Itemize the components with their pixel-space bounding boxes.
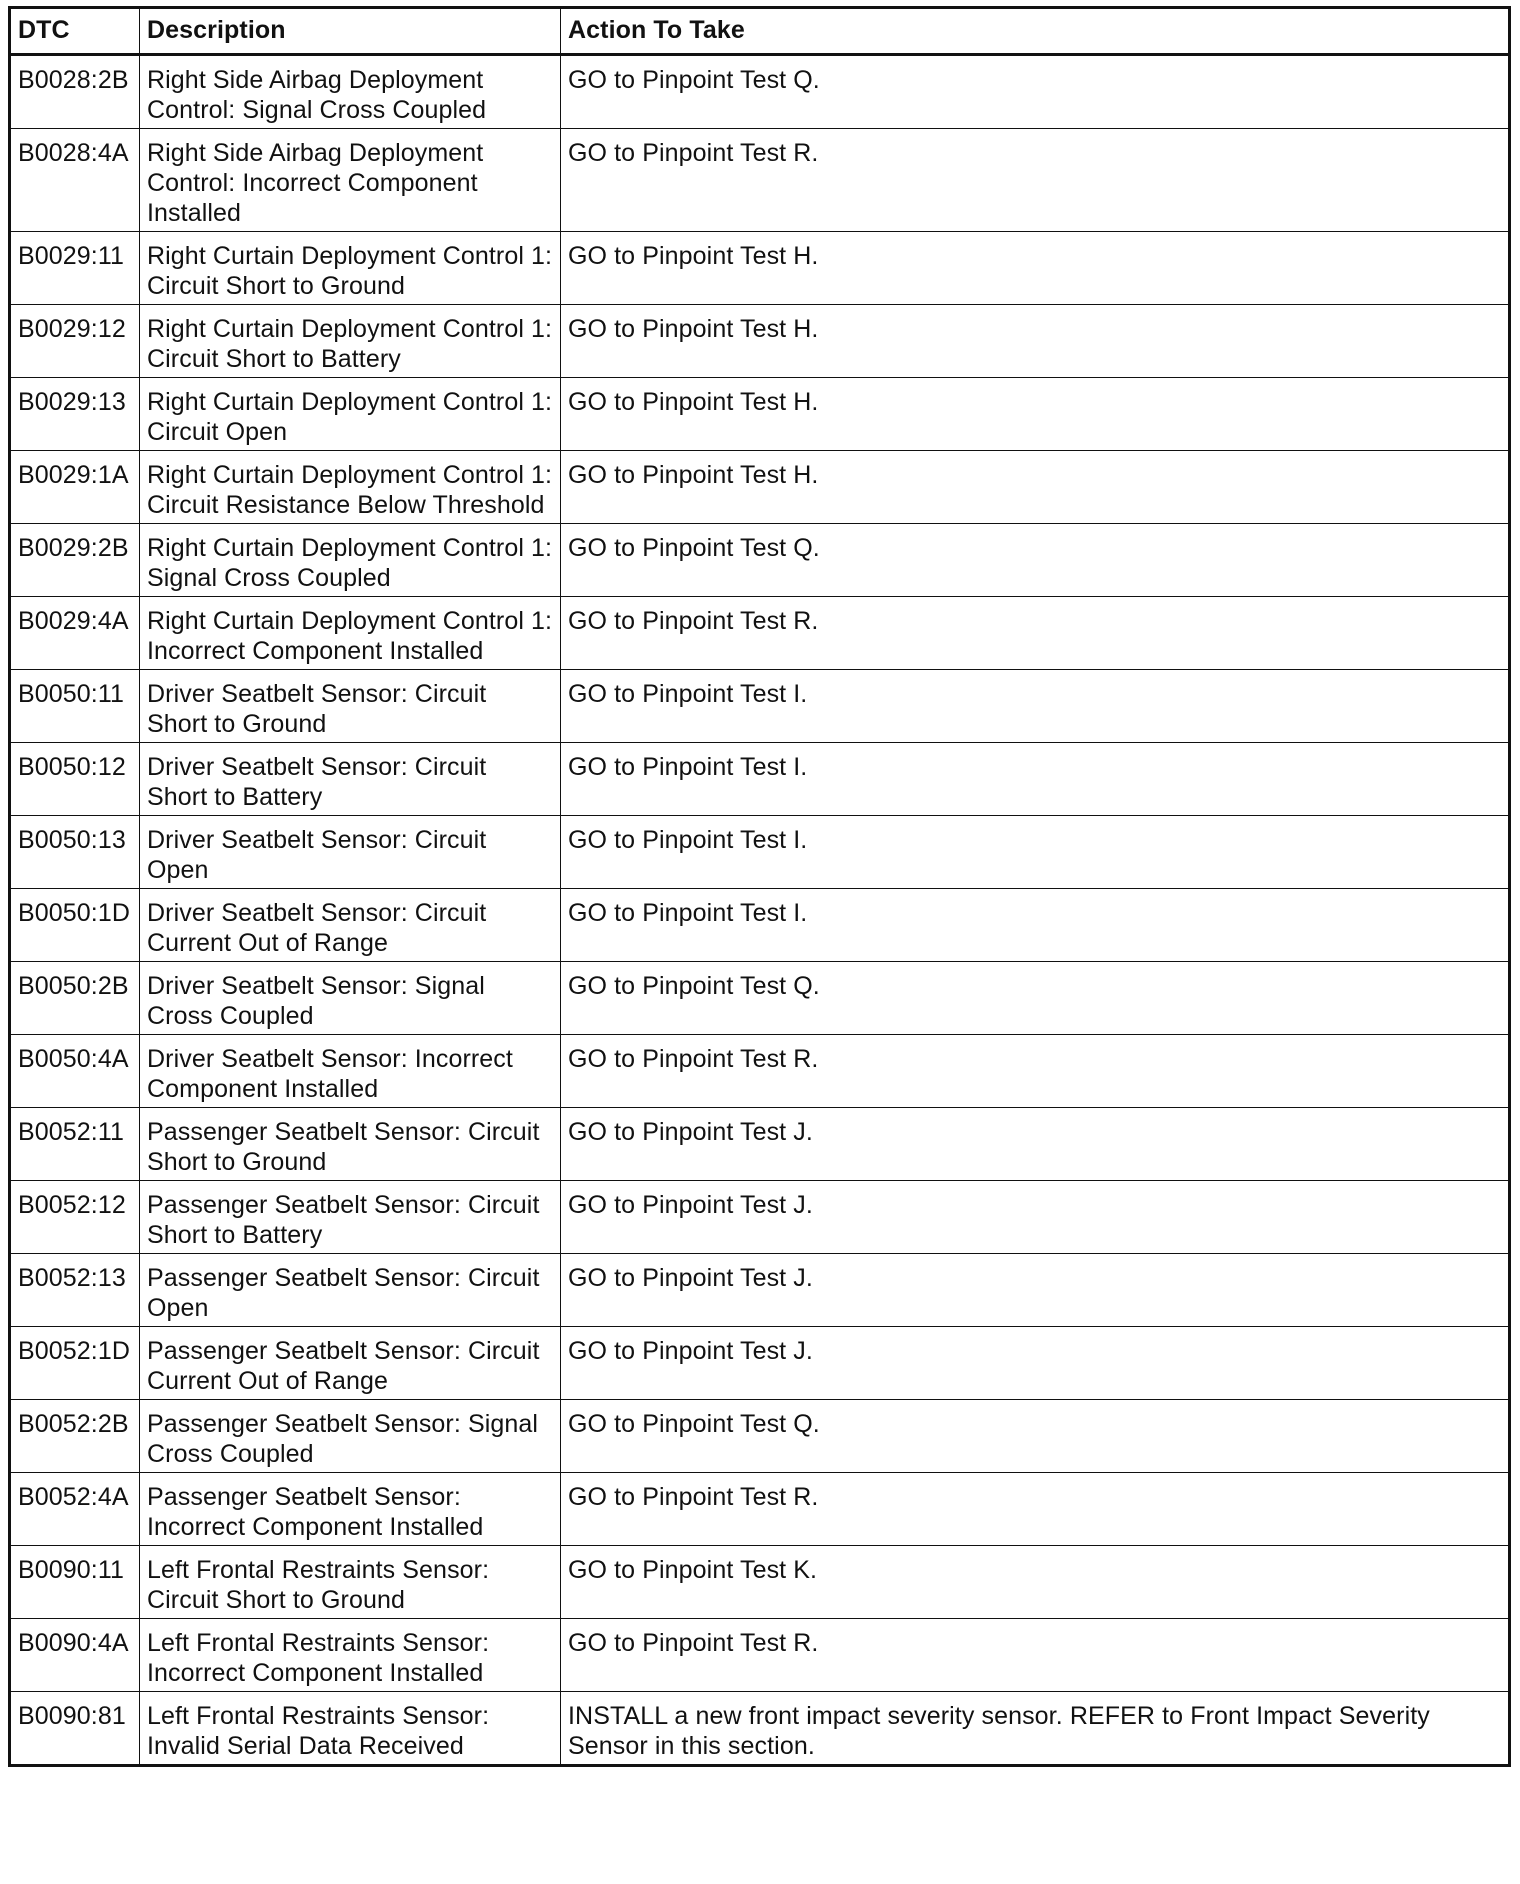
table-row	[10, 743, 1510, 816]
table-row	[10, 962, 1510, 1035]
action-cell: GO to Pinpoint Test R.	[561, 129, 1510, 232]
description-cell: Driver Seatbelt Sensor: Signal Cross Coupled	[140, 962, 561, 1035]
dtc-cell: B0052:13	[10, 1254, 140, 1327]
dtc-cell: B0050:2B	[10, 962, 140, 1035]
header-dtc: DTC	[10, 8, 140, 55]
action-cell: GO to Pinpoint Test R.	[561, 1473, 1510, 1546]
description-cell: Right Curtain Deployment Control 1: Circuit Open	[140, 378, 561, 451]
table-row	[10, 1254, 1510, 1327]
action-cell: GO to Pinpoint Test H.	[561, 232, 1510, 305]
action-cell: GO to Pinpoint Test J.	[561, 1327, 1510, 1400]
header-action: Action To Take	[561, 8, 1510, 55]
table-row	[10, 1473, 1510, 1546]
description-cell: Passenger Seatbelt Sensor: Circuit Short to Ground	[140, 1108, 561, 1181]
table-row	[10, 305, 1510, 378]
header-description: Description	[140, 8, 561, 55]
table-row	[10, 889, 1510, 962]
action-cell: GO to Pinpoint Test H.	[561, 378, 1510, 451]
header-row	[10, 8, 1510, 55]
description-cell: Right Curtain Deployment Control 1: Signal Cross Coupled	[140, 524, 561, 597]
table-header	[10, 8, 1510, 55]
dtc-table	[8, 6, 1511, 1767]
action-cell: GO to Pinpoint Test K.	[561, 1546, 1510, 1619]
description-cell: Driver Seatbelt Sensor: Circuit Current Out of Range	[140, 889, 561, 962]
table-row	[10, 129, 1510, 232]
description-cell: Right Curtain Deployment Control 1: Circuit Short to Ground	[140, 232, 561, 305]
description-cell: Passenger Seatbelt Sensor: Signal Cross Coupled	[140, 1400, 561, 1473]
action-cell: GO to Pinpoint Test R.	[561, 597, 1510, 670]
action-cell: GO to Pinpoint Test I.	[561, 816, 1510, 889]
dtc-cell: B0029:12	[10, 305, 140, 378]
action-cell: GO to Pinpoint Test H.	[561, 305, 1510, 378]
description-cell: Right Curtain Deployment Control 1: Incorrect Component Installed	[140, 597, 561, 670]
description-cell: Left Frontal Restraints Sensor: Circuit Short to Ground	[140, 1546, 561, 1619]
table-row	[10, 1181, 1510, 1254]
table-row	[10, 232, 1510, 305]
dtc-cell: B0028:4A	[10, 129, 140, 232]
description-cell: Driver Seatbelt Sensor: Circuit Short to Ground	[140, 670, 561, 743]
table-row	[10, 1035, 1510, 1108]
dtc-cell: B0090:11	[10, 1546, 140, 1619]
dtc-cell: B0029:4A	[10, 597, 140, 670]
dtc-cell: B0029:11	[10, 232, 140, 305]
description-cell: Left Frontal Restraints Sensor: Invalid Serial Data Received	[140, 1692, 561, 1766]
action-cell: GO to Pinpoint Test I.	[561, 670, 1510, 743]
table-row	[10, 451, 1510, 524]
description-cell: Left Frontal Restraints Sensor: Incorrect Component Installed	[140, 1619, 561, 1692]
action-cell: GO to Pinpoint Test Q.	[561, 962, 1510, 1035]
action-cell: GO to Pinpoint Test Q.	[561, 524, 1510, 597]
dtc-cell: B0090:4A	[10, 1619, 140, 1692]
table-row	[10, 597, 1510, 670]
action-cell: GO to Pinpoint Test R.	[561, 1619, 1510, 1692]
description-cell: Driver Seatbelt Sensor: Incorrect Component Installed	[140, 1035, 561, 1108]
action-cell: GO to Pinpoint Test J.	[561, 1254, 1510, 1327]
dtc-cell: B0050:13	[10, 816, 140, 889]
description-cell: Right Curtain Deployment Control 1: Circuit Resistance Below Threshold	[140, 451, 561, 524]
dtc-cell: B0090:81	[10, 1692, 140, 1766]
description-cell: Passenger Seatbelt Sensor: Incorrect Component Installed	[140, 1473, 561, 1546]
table-body	[10, 55, 1510, 1766]
description-cell: Right Curtain Deployment Control 1: Circuit Short to Battery	[140, 305, 561, 378]
dtc-cell: B0052:11	[10, 1108, 140, 1181]
table-row	[10, 1546, 1510, 1619]
dtc-cell: B0050:1D	[10, 889, 140, 962]
dtc-cell: B0052:1D	[10, 1327, 140, 1400]
dtc-cell: B0052:2B	[10, 1400, 140, 1473]
table-row	[10, 1400, 1510, 1473]
table-row	[10, 1327, 1510, 1400]
description-cell: Passenger Seatbelt Sensor: Circuit Current Out of Range	[140, 1327, 561, 1400]
table-row	[10, 670, 1510, 743]
dtc-cell: B0029:2B	[10, 524, 140, 597]
table-row	[10, 816, 1510, 889]
table-row	[10, 1108, 1510, 1181]
action-cell: GO to Pinpoint Test Q.	[561, 55, 1510, 129]
dtc-cell: B0029:1A	[10, 451, 140, 524]
dtc-cell: B0050:12	[10, 743, 140, 816]
table-row	[10, 55, 1510, 129]
action-cell: GO to Pinpoint Test R.	[561, 1035, 1510, 1108]
description-cell: Right Side Airbag Deployment Control: Signal Cross Coupled	[140, 55, 561, 129]
action-cell: GO to Pinpoint Test J.	[561, 1108, 1510, 1181]
table-row	[10, 524, 1510, 597]
action-cell: INSTALL a new front impact severity sensor. REFER to Front Impact Severity Sensor in this section.	[561, 1692, 1510, 1766]
action-cell: GO to Pinpoint Test J.	[561, 1181, 1510, 1254]
description-cell: Driver Seatbelt Sensor: Circuit Open	[140, 816, 561, 889]
action-cell: GO to Pinpoint Test I.	[561, 743, 1510, 816]
dtc-cell: B0029:13	[10, 378, 140, 451]
table-row	[10, 1692, 1510, 1766]
description-cell: Driver Seatbelt Sensor: Circuit Short to Battery	[140, 743, 561, 816]
description-cell: Passenger Seatbelt Sensor: Circuit Short to Battery	[140, 1181, 561, 1254]
description-cell: Right Side Airbag Deployment Control: Incorrect Component Installed	[140, 129, 561, 232]
action-cell: GO to Pinpoint Test Q.	[561, 1400, 1510, 1473]
description-cell: Passenger Seatbelt Sensor: Circuit Open	[140, 1254, 561, 1327]
dtc-cell: B0028:2B	[10, 55, 140, 129]
dtc-cell: B0050:11	[10, 670, 140, 743]
action-cell: GO to Pinpoint Test H.	[561, 451, 1510, 524]
action-cell: GO to Pinpoint Test I.	[561, 889, 1510, 962]
dtc-cell: B0052:4A	[10, 1473, 140, 1546]
dtc-cell: B0050:4A	[10, 1035, 140, 1108]
table-row	[10, 1619, 1510, 1692]
table-row	[10, 378, 1510, 451]
dtc-cell: B0052:12	[10, 1181, 140, 1254]
